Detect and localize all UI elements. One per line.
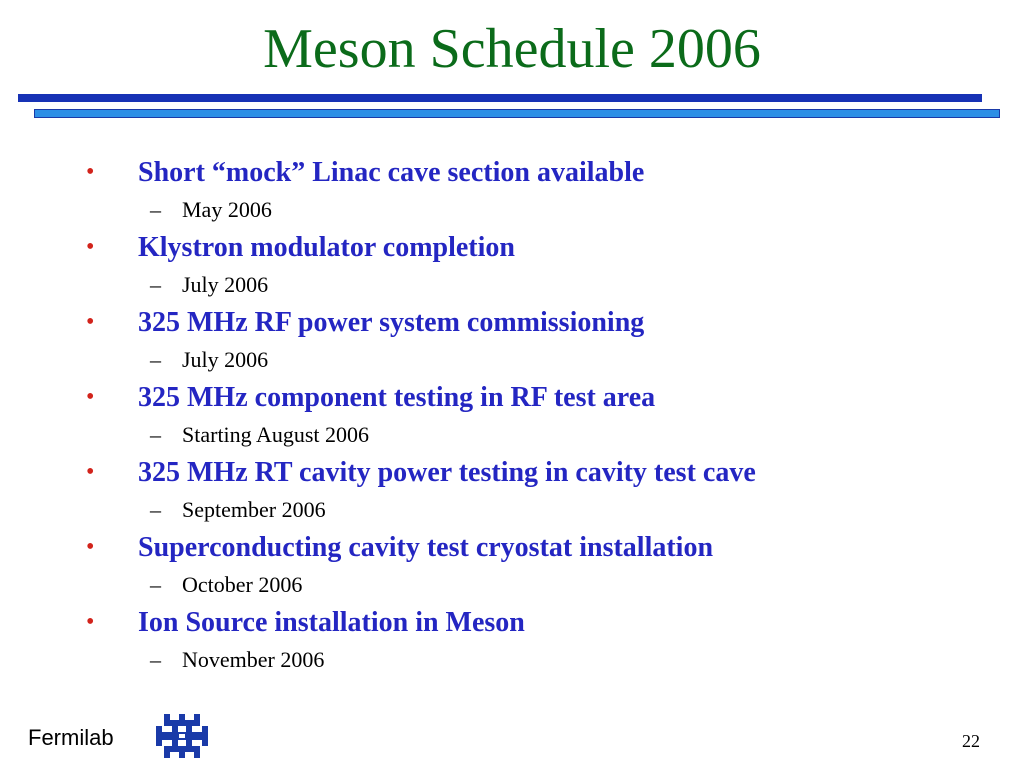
title-underline-dark bbox=[18, 94, 982, 102]
milestone-date: July 2006 bbox=[182, 272, 269, 297]
bullet-marker: • bbox=[86, 384, 95, 410]
list-item bbox=[0, 527, 1024, 602]
sub-bullet-dash: – bbox=[150, 272, 161, 297]
milestone-text: Short “mock” Linac cave section available bbox=[138, 157, 645, 188]
bullet-marker: • bbox=[86, 159, 95, 185]
list-item bbox=[0, 377, 1024, 452]
sub-bullet-dash: – bbox=[150, 497, 161, 522]
milestone-date: October 2006 bbox=[182, 572, 303, 597]
milestone-text: Superconducting cavity test cryostat installation bbox=[138, 532, 714, 563]
milestone-date: May 2006 bbox=[182, 197, 272, 222]
milestone-text: Ion Source installation in Meson bbox=[138, 607, 525, 638]
milestone-text: Klystron modulator completion bbox=[138, 232, 515, 263]
milestone-date: Starting August 2006 bbox=[182, 422, 370, 447]
bullet-marker: • bbox=[86, 309, 95, 335]
sub-bullet-dash: – bbox=[150, 347, 161, 372]
milestone-text: 325 MHz component testing in RF test area bbox=[138, 382, 656, 413]
list-item bbox=[0, 227, 1024, 302]
bullet-marker: • bbox=[86, 609, 95, 635]
title-underline-light bbox=[34, 109, 1000, 118]
sub-bullet-dash: – bbox=[150, 197, 161, 222]
bullet-marker: • bbox=[86, 459, 95, 485]
milestone-text: 325 MHz RF power system commissioning bbox=[138, 307, 645, 338]
list-item bbox=[0, 152, 1024, 227]
sub-bullet-dash: – bbox=[150, 647, 161, 672]
bullet-marker: • bbox=[86, 234, 95, 260]
schedule-list bbox=[0, 152, 1024, 677]
list-item bbox=[0, 602, 1024, 677]
sub-bullet-dash: – bbox=[150, 422, 161, 447]
page-number: 22 bbox=[962, 731, 980, 751]
list-item bbox=[0, 452, 1024, 527]
bullet-marker: • bbox=[86, 534, 95, 560]
milestone-date: July 2006 bbox=[182, 347, 269, 372]
milestone-date: September 2006 bbox=[182, 497, 326, 522]
sub-bullet-dash: – bbox=[150, 572, 161, 597]
fermilab-logo-icon bbox=[156, 714, 208, 758]
milestone-text: 325 MHz RT cavity power testing in cavity test cave bbox=[138, 457, 756, 488]
list-item bbox=[0, 302, 1024, 377]
slide-title: Meson Schedule 2006 bbox=[263, 18, 761, 80]
footer-organization-label: Fermilab bbox=[28, 725, 114, 750]
milestone-date: November 2006 bbox=[182, 647, 325, 672]
